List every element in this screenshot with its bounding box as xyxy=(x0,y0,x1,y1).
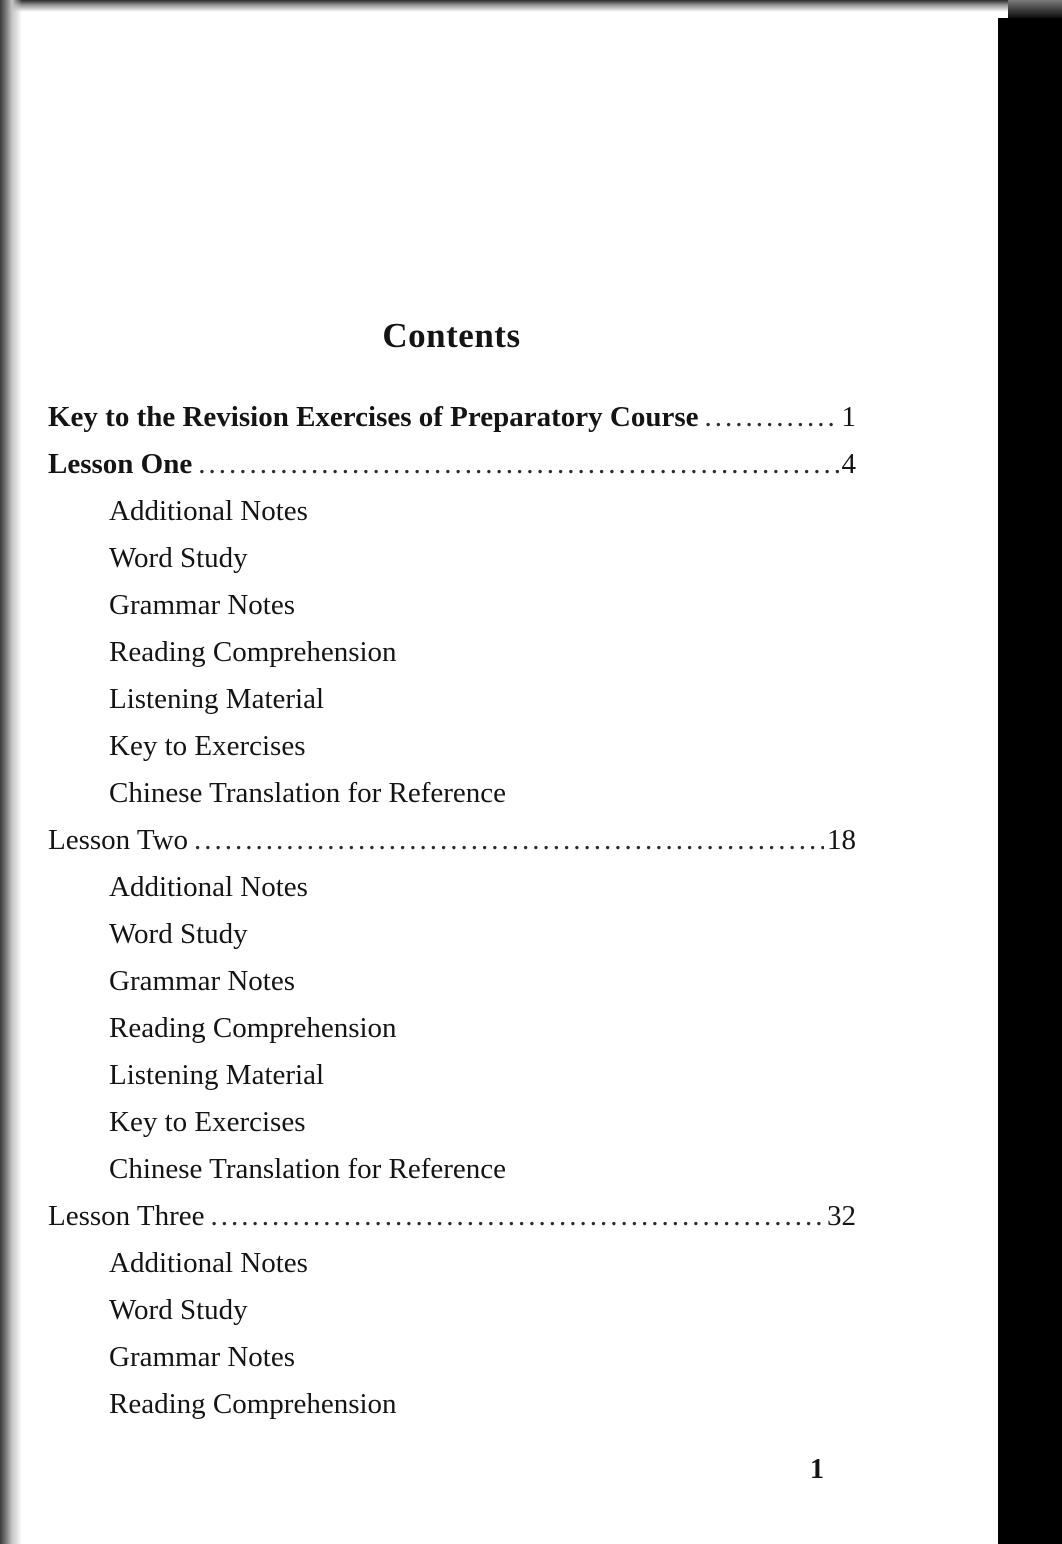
toc-subentry[interactable] xyxy=(109,1005,809,1052)
toc-subentry[interactable] xyxy=(109,723,809,770)
toc-subentry-label: Grammar Notes xyxy=(109,965,296,997)
toc-subentry[interactable] xyxy=(109,1334,809,1381)
toc-subentry-label: Additional Notes xyxy=(109,871,308,903)
dot-leader xyxy=(705,394,839,441)
dot-leader xyxy=(198,441,838,488)
toc-subentry-label: Reading Comprehension xyxy=(109,1012,397,1044)
toc-subentry[interactable] xyxy=(109,582,809,629)
toc-subentry[interactable] xyxy=(109,911,809,958)
scan-edge-top xyxy=(0,0,1010,12)
toc-subentry-label: Reading Comprehension xyxy=(109,636,397,668)
toc-entry-label: Lesson Three xyxy=(48,1200,205,1232)
toc-subentry[interactable] xyxy=(109,864,809,911)
toc-subentry[interactable] xyxy=(109,535,809,582)
toc-subentry-label: Word Study xyxy=(109,542,248,574)
toc-entry-label: Key to the Revision Exercises of Preparatory Course xyxy=(48,401,699,433)
toc-subentry-label: Word Study xyxy=(109,918,248,950)
page-title: Contents xyxy=(382,316,521,355)
toc-page-number: 1 xyxy=(841,401,856,433)
dot-leader xyxy=(211,1193,825,1240)
toc-subentry-label: Key to Exercises xyxy=(109,730,306,762)
toc-subentry-label: Key to Exercises xyxy=(109,1106,306,1138)
toc-page-number: 32 xyxy=(827,1200,856,1232)
toc-subentry[interactable] xyxy=(109,1287,809,1334)
toc-subentry-label: Reading Comprehension xyxy=(109,1388,397,1420)
toc-entry-lesson-two[interactable] xyxy=(48,817,856,864)
toc-subentry[interactable] xyxy=(109,629,809,676)
toc-subentry-label: Chinese Translation for Reference xyxy=(109,1153,507,1185)
toc-entry-label: Lesson One xyxy=(48,448,193,480)
toc-subentry[interactable] xyxy=(109,1240,809,1287)
dot-leader xyxy=(194,817,824,864)
scan-edge-corner xyxy=(1008,0,1062,20)
toc-subentry-label: Listening Material xyxy=(109,1059,325,1091)
toc-subentry-label: Listening Material xyxy=(109,683,325,715)
toc-subentry[interactable] xyxy=(109,488,809,535)
toc-page-number: 18 xyxy=(827,824,856,856)
toc-page-number: 4 xyxy=(841,448,856,480)
toc-subentry-label: Additional Notes xyxy=(109,495,308,527)
toc-subentry[interactable] xyxy=(109,1052,809,1099)
toc-entry-lesson-one[interactable] xyxy=(48,441,856,488)
toc-subentry-label: Word Study xyxy=(109,1294,248,1326)
scan-edge-left xyxy=(0,0,22,1544)
toc-entry-revision-key[interactable] xyxy=(48,394,856,441)
toc-subentry[interactable] xyxy=(109,676,809,723)
toc-subentry-label: Chinese Translation for Reference xyxy=(109,777,507,809)
toc-entry-label: Lesson Two xyxy=(48,824,189,856)
toc-subentry-label: Additional Notes xyxy=(109,1247,308,1279)
toc-subentry[interactable] xyxy=(109,1381,809,1428)
toc-subentry[interactable] xyxy=(109,958,809,1005)
toc-subentry-label: Grammar Notes xyxy=(109,589,296,621)
scan-edge-right xyxy=(998,18,1062,1544)
toc-subentry[interactable] xyxy=(109,1146,809,1193)
toc-subentry-label: Grammar Notes xyxy=(109,1341,296,1373)
page-number: 1 xyxy=(810,1454,824,1485)
toc-subentry[interactable] xyxy=(109,770,809,817)
toc-subentry[interactable] xyxy=(109,1099,809,1146)
toc-entry-lesson-three[interactable] xyxy=(48,1193,856,1240)
